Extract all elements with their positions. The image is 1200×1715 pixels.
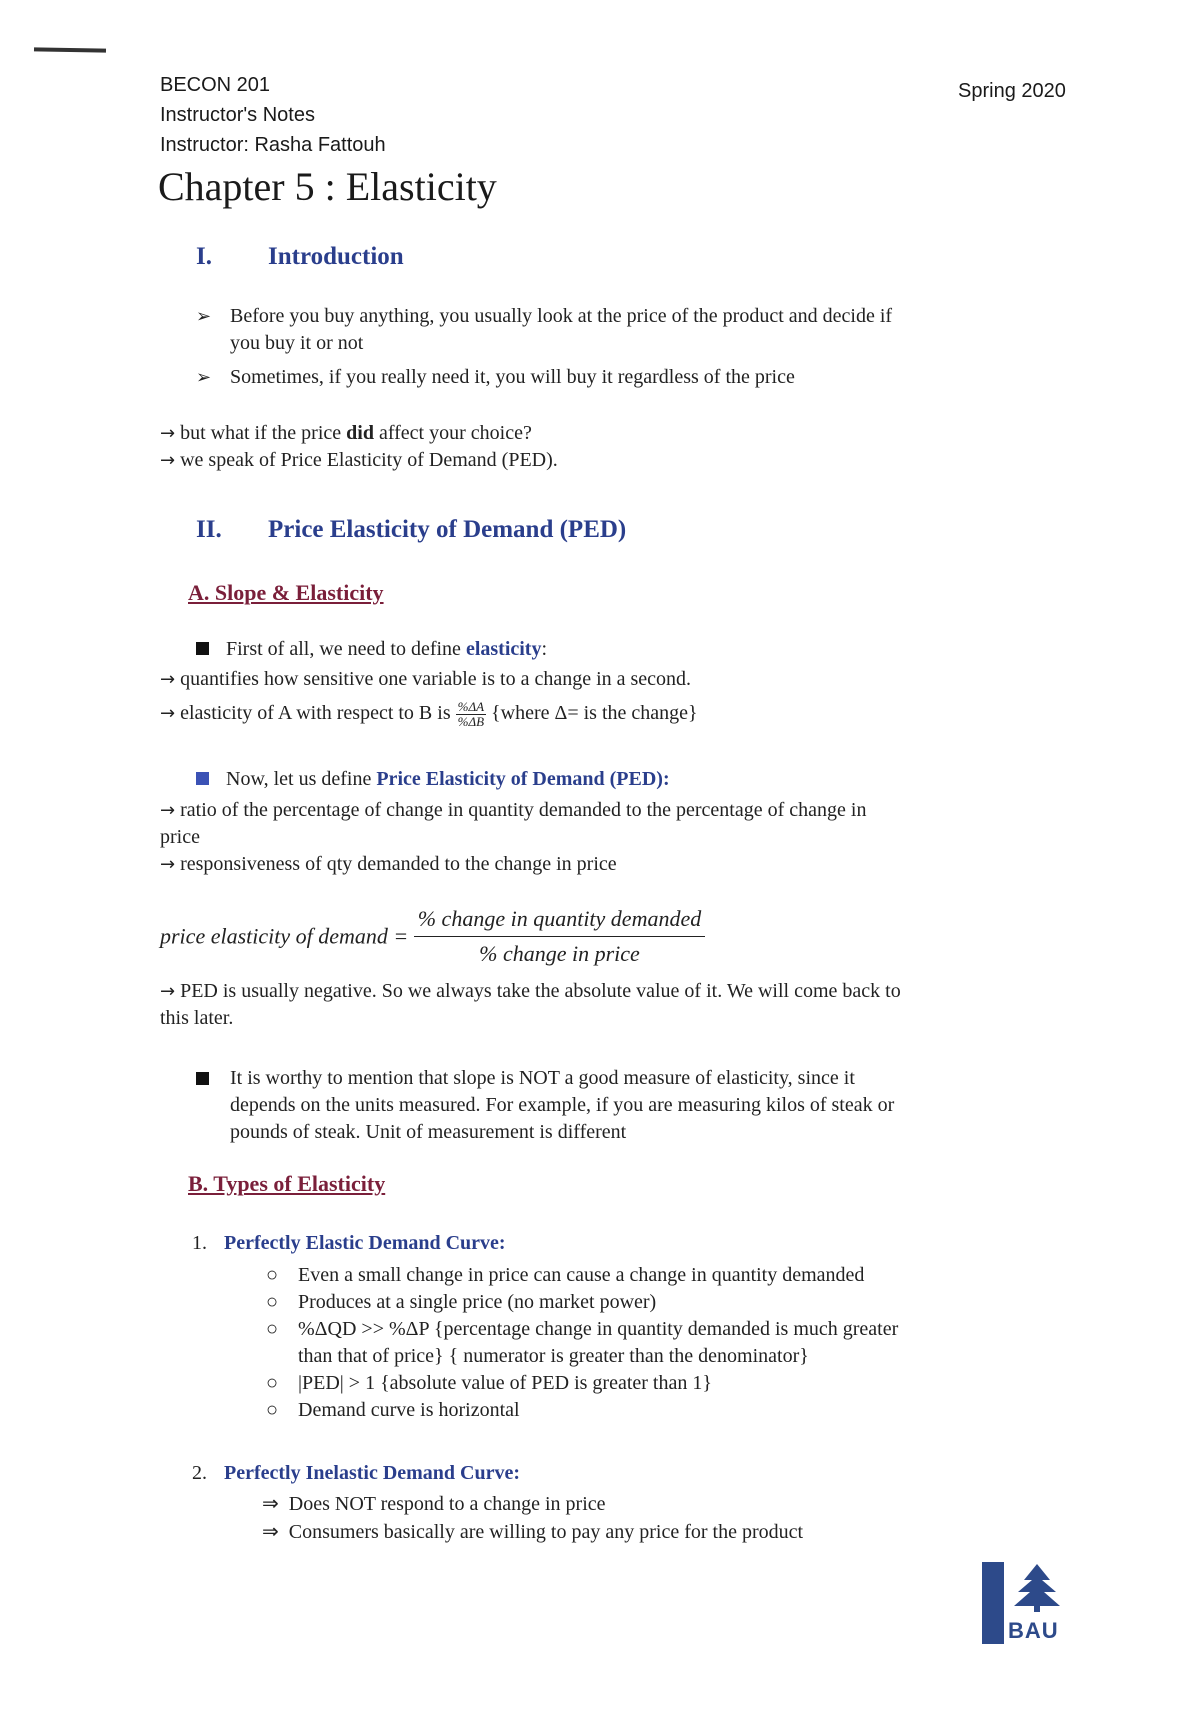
list-item-text: Even a small change in price can cause a change in quantity demanded — [298, 1264, 865, 1286]
text-line: depends on the units measured. For example, if you are measuring kilos of steak or — [230, 1094, 895, 1116]
arrow-line — [160, 420, 532, 447]
arrow-line — [160, 447, 558, 474]
circle-bullet-icon: ○ — [266, 1399, 279, 1421]
fraction-denominator: %ΔB — [457, 714, 485, 729]
section-heading: Introduction — [268, 243, 404, 270]
section-heading: Price Elasticity of Demand (PED) — [268, 516, 627, 543]
list-item — [266, 1262, 1086, 1289]
term-span: elasticity — [465, 638, 542, 660]
text-span: affect your choice? — [373, 422, 532, 444]
list-item — [266, 1316, 1086, 1343]
list-item — [196, 1065, 1076, 1146]
right-arrow-icon: → — [160, 703, 176, 725]
arrow-line — [160, 700, 698, 729]
text-line: pounds of steak. Unit of measurement is different — [230, 1121, 627, 1143]
arrow-line — [160, 666, 691, 693]
equation-lhs: price elasticity of demand = — [160, 923, 409, 949]
logo-vertical-bar — [982, 1562, 1004, 1644]
list-item-text: than that of price} { numerator is greater than the denominator} — [298, 1345, 809, 1367]
list-item-continuation — [266, 1343, 1086, 1370]
subsection-heading: A. Slope & Elasticity — [188, 580, 384, 605]
square-bullet-icon — [196, 1072, 209, 1085]
list-item-text: you buy it or not — [230, 332, 364, 354]
right-arrow-icon: → — [160, 854, 176, 875]
list-item — [196, 364, 1096, 391]
numbered-heading — [192, 1460, 520, 1487]
list-item-text: Before you buy anything, you usually look at the price of the product and decide if — [230, 305, 893, 327]
sub-list — [266, 1262, 1086, 1424]
page-title: Chapter 5 : Elasticity — [158, 164, 497, 209]
instructor-name: Instructor: Rasha Fattouh — [160, 134, 386, 156]
section-number: I. — [196, 243, 212, 270]
right-arrow-icon: → — [160, 450, 176, 471]
text-line: price — [160, 826, 200, 848]
text-span: we speak of Price Elasticity of Demand (PED). — [180, 449, 558, 471]
arrow-line — [160, 797, 1060, 824]
circle-bullet-icon: ○ — [266, 1291, 279, 1313]
equation-denominator: % change in price — [479, 941, 640, 966]
text-span: {where Δ= is the change} — [491, 702, 698, 725]
equation-fraction — [414, 906, 706, 967]
right-arrow-icon: → — [160, 800, 176, 821]
section-number: II. — [196, 516, 222, 543]
text-span: but what if the price — [180, 422, 347, 444]
sub-list — [262, 1490, 1082, 1546]
text-line: It is worthy to mention that slope is NOT a good measure of elasticity, since it — [230, 1067, 855, 1089]
notes-label: Instructor's Notes — [160, 104, 315, 126]
list-item-text: |PED| > 1 {absolute value of PED is greater than 1} — [298, 1372, 712, 1394]
type-heading: Perfectly Elastic Demand Curve: — [224, 1232, 506, 1254]
list-item — [196, 303, 1096, 354]
text-span: ratio of the percentage of change in quantity demanded to the percentage of change in — [180, 799, 867, 821]
cedar-tree-icon — [1012, 1562, 1062, 1612]
circle-bullet-icon: ○ — [266, 1318, 279, 1340]
list-item-text: Demand curve is horizontal — [298, 1399, 520, 1421]
list-item — [262, 1490, 1082, 1518]
arrow-line — [160, 851, 617, 878]
list-item — [196, 636, 547, 663]
arrow-line — [160, 978, 1080, 1005]
list-item-text: Sometimes, if you really need it, you will buy it regardless of the price — [230, 366, 795, 388]
text-span: Now, let us define — [226, 768, 377, 790]
square-bullet-icon — [196, 772, 209, 785]
bau-logo — [982, 1562, 1068, 1644]
list-item-text: Does NOT respond to a change in price — [288, 1493, 606, 1515]
type-heading: Perfectly Inelastic Demand Curve: — [224, 1462, 521, 1484]
list-item — [196, 766, 670, 793]
text-span: elasticity of A with respect to B is — [180, 702, 451, 725]
text-line: this later. — [160, 1007, 234, 1029]
list-number: 2. — [192, 1462, 207, 1484]
text-span: : — [541, 638, 548, 660]
term-span: Price Elasticity of Demand (PED): — [376, 768, 670, 790]
corner-mark — [34, 47, 106, 52]
term-label: Spring 2020 — [958, 80, 1066, 102]
fraction — [456, 700, 486, 729]
text-span: First of all, we need to define — [226, 638, 466, 660]
circle-bullet-icon: ○ — [266, 1372, 279, 1394]
fraction-numerator: %ΔA — [457, 699, 485, 714]
list-number: 1. — [192, 1232, 207, 1254]
list-item — [266, 1397, 1086, 1424]
list-item-text: %ΔQD >> %ΔP {percentage change in quantity demanded is much greater — [298, 1318, 899, 1340]
bold-span: did — [346, 422, 374, 444]
ped-equation — [160, 906, 705, 967]
list-item — [262, 1518, 1082, 1546]
right-arrow-icon: → — [160, 981, 176, 1002]
list-item-text: Produces at a single price (no market power) — [298, 1291, 657, 1313]
arrowhead-bullet-icon: ➢ — [196, 306, 212, 327]
right-arrow-icon: → — [160, 423, 176, 444]
text-span: quantifies how sensitive one variable is to a change in a second. — [180, 668, 692, 690]
list-item-text: Consumers basically are willing to pay any price for the product — [288, 1521, 804, 1543]
equation-numerator: % change in quantity demanded — [414, 906, 706, 937]
arrowhead-bullet-icon: ➢ — [196, 367, 212, 388]
square-bullet-icon — [196, 642, 209, 655]
text-span: PED is usually negative. So we always take the absolute value of it. We will come back to — [180, 980, 901, 1002]
list-item — [266, 1370, 1086, 1397]
logo-text: BAU — [1008, 1618, 1059, 1643]
double-arrow-icon: ⇒ — [262, 1491, 279, 1515]
course-code: BECON 201 — [160, 74, 271, 96]
subsection-heading: B. Types of Elasticity — [188, 1171, 386, 1196]
circle-bullet-icon: ○ — [266, 1264, 279, 1286]
numbered-heading — [192, 1230, 506, 1257]
double-arrow-icon: ⇒ — [262, 1519, 279, 1543]
right-arrow-icon: → — [160, 669, 176, 690]
list-item — [266, 1289, 1086, 1316]
text-span: responsiveness of qty demanded to the change in price — [180, 853, 617, 875]
